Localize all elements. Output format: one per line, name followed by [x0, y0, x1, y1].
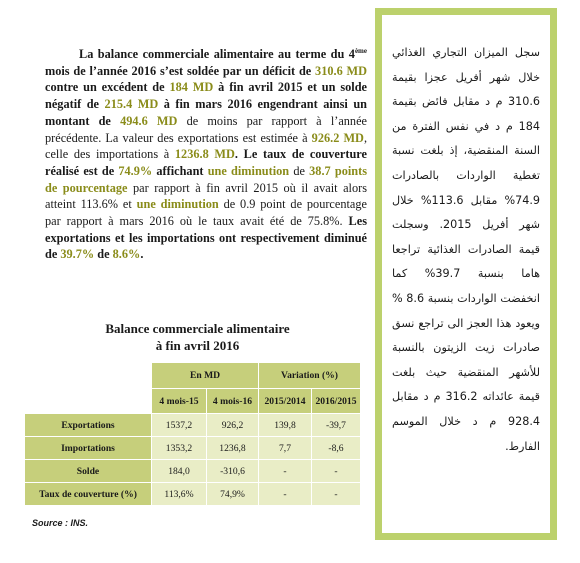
arabic-summary-box: [375, 8, 557, 540]
text-segment: .: [140, 247, 144, 262]
table-corner: [25, 363, 152, 389]
text-segment: affichant: [152, 163, 208, 178]
table-title-line2: à fin avril 2016: [155, 338, 240, 353]
table-cell: -: [312, 460, 361, 483]
table-cell: 7,7: [259, 437, 312, 460]
table-row: [25, 414, 361, 437]
table-row: [25, 460, 361, 483]
value-exports: 926.2 MD: [311, 130, 364, 145]
group-header-variation: Variation (%): [259, 363, 361, 389]
table-cell: -8,6: [312, 437, 361, 460]
table-cell: 1236,8: [207, 437, 259, 460]
table-cell: -: [259, 460, 312, 483]
superscript: ème: [354, 46, 367, 55]
text-segment: . Le taux de couverture réalisé est de: [45, 147, 367, 178]
table-cell: 113,6%: [152, 483, 207, 506]
french-paragraph: [45, 46, 367, 263]
value-negative-balance: 215.4 MD: [104, 97, 159, 112]
group-header-en-md: En MD: [152, 363, 259, 389]
table-cell: 1537,2: [152, 414, 207, 437]
value-surplus: 184 MD: [169, 80, 214, 95]
table-title: [60, 320, 335, 354]
text-segment: de: [94, 247, 113, 262]
table-cell: 184,0: [152, 460, 207, 483]
column-header: 4 mois-16: [207, 389, 259, 414]
text-segment: Les exportations et les importations ont respectivement diminué de: [45, 214, 367, 262]
table-corner: [25, 389, 152, 414]
table-cell: -310,6: [207, 460, 259, 483]
value-coverage: 74.9%: [118, 163, 153, 178]
text-segment: de 0.9 point de pourcentage par rapport à mars 2016 où le taux avait été de 75.8%.: [45, 197, 367, 229]
value-import-drop: 8.6%: [112, 247, 141, 262]
text-segment: de: [289, 163, 310, 178]
table-cell: -39,7: [312, 414, 361, 437]
table-row: [25, 437, 361, 460]
table-cell: 926,2: [207, 414, 259, 437]
text-segment: à fin mars 2016 engendrant ainsi un montant de: [45, 97, 368, 128]
value-decrease-2: une diminution: [136, 197, 219, 212]
table-row: [25, 483, 361, 506]
row-label: Taux de couverture (%): [25, 483, 152, 506]
column-header: 2015/2014: [259, 389, 312, 414]
row-label: Exportations: [25, 414, 152, 437]
table-title-line1: Balance commerciale alimentaire: [105, 321, 290, 336]
text-segment: , celle des importations à: [45, 130, 368, 162]
value-imports: 1236.8 MD: [174, 147, 235, 162]
table-cell: 139,8: [259, 414, 312, 437]
value-deficit: 310.6 MD: [315, 63, 368, 78]
table-cell: 1353,2: [152, 437, 207, 460]
arabic-summary-text: سجل الميزان التجاري الغذائي خلال شهر أفريل عجزا بقيمة 310.6 م د مقابل فائض بقيمة 184 م د في نفس الفترة من السنة المنقضية، إذ بلغت نسبة تغطية الواردات بالصادرات 74.9% مقابل 113.6% خلال شهر أفريل 2015. وسجلت قيمة الصادرات الغذائية تراجعا هاما بنسبة 39.7% كما انخفضت الواردات بنسبة 8.6 % ويعود هذا العجز الى تراجع نسق صادرات زيت الزيتون بالنسبة للأشهر المنقضية حيث بلغت قيمة عائداته 316.2 م د مقابل 928.4 م د خلال الموسم الفارط.: [382, 15, 550, 533]
trade-balance-table: [24, 362, 361, 506]
text-segment: par rapport à fin avril 2015 où il avait alors atteint 113.6% et: [45, 180, 367, 212]
column-header: 2016/2015: [312, 389, 361, 414]
table-cell: -: [312, 483, 361, 506]
intro-text: La balance commerciale alimentaire au terme du 4: [79, 47, 355, 61]
column-header: 4 mois-15: [152, 389, 207, 414]
text-segment: de moins par rapport à l’année précédente. La valeur des exportations est estimée à: [45, 113, 367, 145]
value-points: 38.7 points de pourcentage: [45, 163, 367, 195]
table-cell: -: [259, 483, 312, 506]
text-segment: à fin avril 2015 et un solde négatif de: [45, 80, 367, 112]
value-export-drop: 39.7%: [60, 247, 95, 262]
text-segment: contre un excédent de: [45, 80, 170, 95]
table-cell: 74,9%: [207, 483, 259, 506]
value-difference: 494.6 MD: [120, 113, 178, 128]
row-label: Solde: [25, 460, 152, 483]
value-decrease: une diminution: [207, 163, 290, 178]
text-segment: mois de l’année 2016 s’est soldée par un déficit de: [45, 63, 316, 78]
source-note: Source : INS.: [32, 518, 89, 528]
row-label: Importations: [25, 437, 152, 460]
